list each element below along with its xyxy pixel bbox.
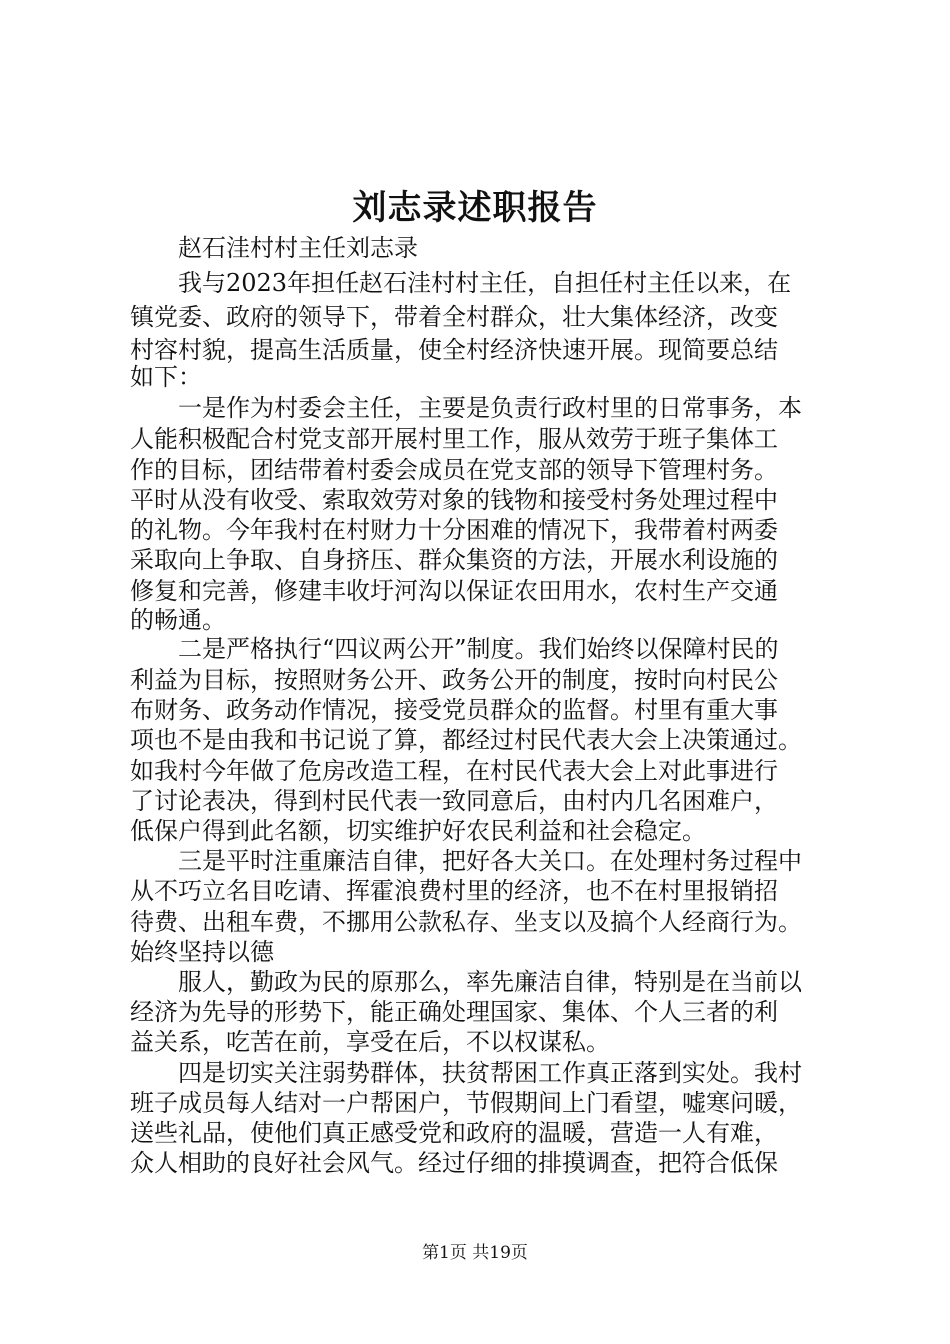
body-line: 待费、出租车费，不挪用公款私存、坐支以及搞个人经商行为。 <box>130 908 802 936</box>
body-line: 四是切实关注弱势群体，扶贫帮困工作真正落到实处。我村 <box>178 1059 802 1087</box>
body-line: 如我村今年做了危房改造工程，在村民代表大会上对此事进行 <box>130 757 778 785</box>
document-title: 刘志录述职报告 <box>352 188 598 228</box>
body-line: 项也不是由我和书记说了算，都经过村民代表大会上决策通过。 <box>130 726 802 754</box>
body-line: 益关系，吃苦在前，享受在后，不以权谋私。 <box>130 1028 610 1056</box>
body-line: 作的目标，团结带着村委会成员在党支部的领导下管理村务。 <box>130 456 778 484</box>
body-line: 的畅通。 <box>130 606 226 634</box>
body-line: 始终坚持以德 <box>130 938 274 966</box>
page-number-footer: 第1页 共19页 <box>422 1243 528 1263</box>
body-line: 的礼物。今年我村在村财力十分困难的情况下，我带着村两委 <box>130 516 778 544</box>
body-line: 低保户得到此名额，切实维护好农民利益和社会稳定。 <box>130 817 706 845</box>
author-line: 赵石洼村村主任刘志录 <box>178 234 418 262</box>
body-line: 从不巧立名目吃请、挥霍浪费村里的经济，也不在村里报销招 <box>130 877 778 905</box>
body-line: 利益为目标，按照财务公开、政务公开的制度，按时向村民公 <box>130 666 778 694</box>
body-line: 一是作为村委会主任，主要是负责行政村里的日常事务，本 <box>178 394 802 422</box>
body-line: 采取向上争取、自身挤压、群众集资的方法，开展水利设施的 <box>130 546 778 574</box>
body-line: 了讨论表决，得到村民代表一致同意后，由村内几名困难户， <box>130 787 778 815</box>
body-line: 服人，勤政为民的原那么，率先廉洁自律，特别是在当前以 <box>178 968 802 996</box>
body-line: 班子成员每人结对一户帮困户，节假期间上门看望，嘘寒问暖， <box>130 1089 802 1117</box>
body-line: 人能积极配合村党支部开展村里工作，服从效劳于班子集体工 <box>130 425 778 453</box>
body-line: 修复和完善，修建丰收圩河沟以保证农田用水，农村生产交通 <box>130 577 778 605</box>
body-line: 三是平时注重廉洁自律，把好各大关口。在处理村务过程中 <box>178 847 802 875</box>
body-line: 布财务、政务动作情况，接受党员群众的监督。村里有重大事 <box>130 696 778 724</box>
body-line: 镇党委、政府的领导下，带着全村群众，壮大集体经济，改变 <box>130 303 778 331</box>
body-line: 众人相助的良好社会风气。经过仔细的排摸调查，把符合低保 <box>130 1149 778 1177</box>
body-line: 如下： <box>130 363 202 391</box>
body-line: 送些礼品，使他们真正感受党和政府的温暖，营造一人有难， <box>130 1119 778 1147</box>
body-line: 我与2023年担任赵石洼村村主任，自担任村主任以来，在 <box>178 269 792 297</box>
body-line: 经济为先导的形势下，能正确处理国家、集体、个人三者的利 <box>130 998 778 1026</box>
body-line: 平时从没有收受、索取效劳对象的钱物和接受村务处理过程中 <box>130 486 778 514</box>
body-line: 二是严格执行“四议两公开”制度。我们始终以保障村民的 <box>178 635 779 663</box>
body-line: 村容村貌，提高生活质量，使全村经济快速开展。现简要总结 <box>130 336 778 364</box>
